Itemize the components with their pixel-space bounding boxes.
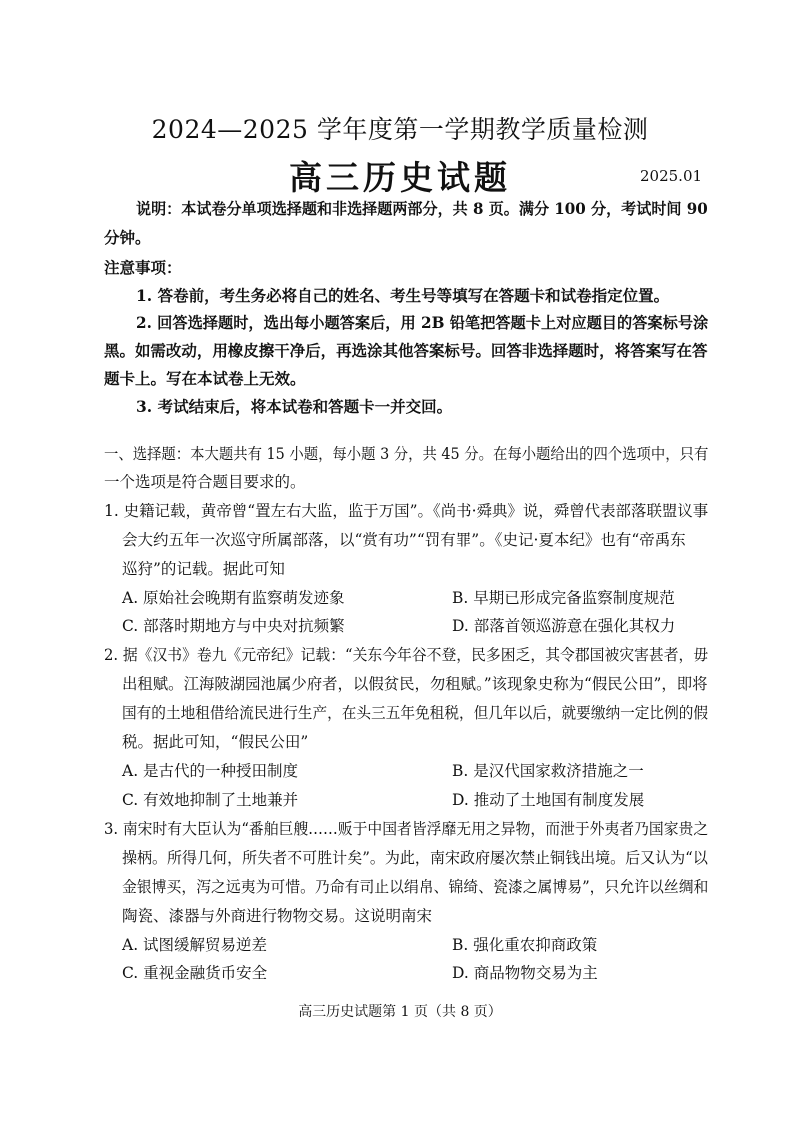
question-2-option-b: B. 是汉代国家救济措施之一 [452, 762, 644, 780]
notice-item-2-line-1: 2. 回答选择题时，选出每小题答案后，用 2B 铅笔把答题卡上对应题目的答案标号涂 [136, 313, 709, 332]
question-3-line-1: 3. 南宋时有大臣认为“番舶巨艘……贩于中国者皆浮靡无用之异物，而泄于外夷者乃国家贵之 [104, 820, 709, 838]
section-header-line-2: 一个选项是符合题目要求的。 [104, 473, 306, 491]
notice-item-3: 3. 考试结束后，将本试卷和答题卡一并交回。 [136, 397, 453, 416]
section-header-line-1: 一、选择题：本大题共有 15 小题，每小题 3 分，共 45 分。在每小题给出的四个选项中，只有 [104, 445, 709, 463]
question-3-line-4: 陶瓷、漆器与外商进行物物交易。这说明南宋 [122, 907, 433, 925]
question-2-option-d: D. 推动了土地国有制度发展 [452, 791, 645, 809]
notice-item-1: 1. 答卷前，考生务必将自己的姓名、考生号等填写在答题卡和试卷指定位置。 [136, 286, 670, 305]
question-1-line-3: 巡狩”的记载。据此可知 [122, 560, 285, 578]
question-1-line-1: 1. 史籍记载，黄帝曾“置左右大监，监于万国”。《尚书·舜典》说，舜曾代表部落联盟议事 [104, 502, 709, 520]
question-1-option-c: C. 部落时期地方与中央对抗频繁 [122, 617, 345, 635]
question-1-option-b: B. 早期已形成完备监察制度规范 [452, 589, 675, 607]
question-2-line-4: 税。据此可知，“假民公田” [122, 733, 309, 751]
question-2-line-3: 国有的土地租借给流民进行生产，在头三五年免租税，但几年以后，就要缴纳一定比例的假 [122, 704, 709, 722]
exam-title: 2024—2025 学年度第一学期教学质量检测 [151, 115, 649, 144]
notice-item-2-line-3: 题卡上。写在本试卷上无效。 [104, 369, 306, 388]
question-1-option-d: D. 部落首领巡游意在强化其权力 [452, 617, 676, 635]
question-2-option-a: A. 是古代的一种授田制度 [122, 762, 299, 780]
question-2-line-1: 2. 据《汉书》卷九《元帝纪》记载：“关东今年谷不登，民多困乏，其令郡国被灾害甚者，毋 [104, 646, 709, 664]
question-2-option-c: C. 有效地抑制了土地兼并 [122, 791, 299, 809]
exam-date: 2025.01 [640, 167, 703, 185]
question-3-option-b: B. 强化重农抑商政策 [452, 936, 598, 954]
notice-title: 注意事项： [104, 258, 182, 277]
notice-item-2-line-2: 黑。如需改动，用橡皮擦干净后，再选涂其他答案标号。回答非选择题时，将答案写在答 [104, 341, 708, 360]
question-3-line-2: 操柄。所得几何，所失者不可胜计矣”。为此，南宋政府屡次禁止铜钱出境。后又认为“以 [122, 849, 708, 867]
question-3-option-c: C. 重视金融货币安全 [122, 964, 268, 982]
instructions-line-1: 说明：本试卷分单项选择题和非选择题两部分，共 8 页。满分 100 分，考试时间 90 [136, 199, 708, 218]
question-3-option-a: A. 试图缓解贸易逆差 [122, 936, 268, 954]
exam-subject-title: 高三历史试题 [289, 158, 511, 197]
question-3-option-d: D. 商品物物交易为主 [452, 964, 598, 982]
page-footer: 高三历史试题第 1 页（共 8 页） [298, 1004, 502, 1020]
question-1-line-2: 会大约五年一次巡守所属部落，以“赏有功”“罚有罪”。《史记·夏本纪》也有“帝禹东 [122, 531, 686, 549]
question-2-line-2: 出租赋。江海陂湖园池属少府者，以假贫民，勿租赋。”该现象史称为“假民公田”，即将 [122, 675, 708, 693]
question-3-line-3: 金银博买，泻之远夷为可惜。乃命有司止以绢帛、锦绮、瓷漆之属博易”，只允许以丝绸和 [122, 878, 709, 896]
question-1-option-a: A. 原始社会晚期有监察萌发迹象 [122, 589, 345, 607]
instructions-line-2: 分钟。 [104, 228, 151, 247]
